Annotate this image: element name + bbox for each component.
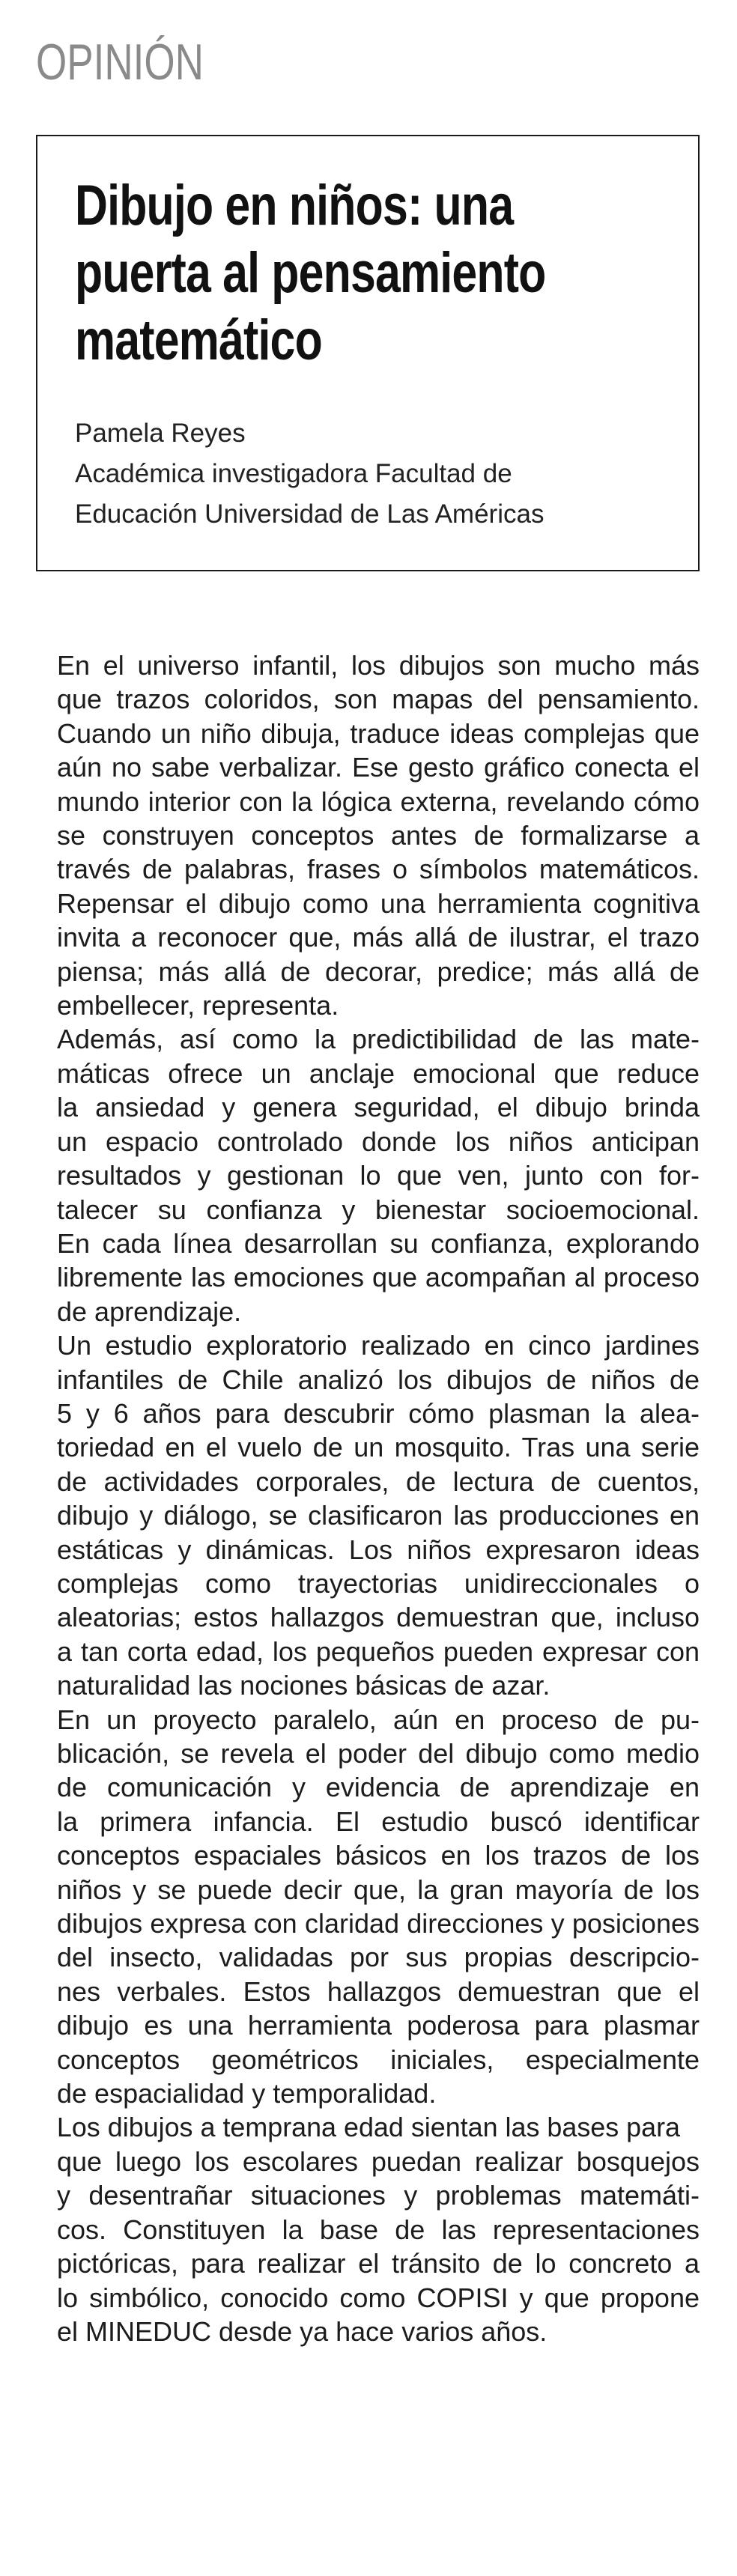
paragraph-line: la ansiedad y genera seguridad, el dibujo brinda bbox=[57, 1092, 700, 1123]
paragraph-line: de actividades corporales, de lectura de cuentos, bbox=[57, 1465, 700, 1497]
paragraph-line: cos. Constituyen la base de las representaciones bbox=[57, 2214, 700, 2245]
paragraph-line: dibujos expresa con claridad direcciones y posiciones bbox=[57, 1908, 700, 1939]
paragraph-line: estáticas y dinámicas. Los niños expresaron ideas bbox=[57, 1534, 700, 1565]
paragraph-line: embellecer, representa. bbox=[57, 990, 339, 1021]
paragraph-line: Cuando un niño dibuja, traduce ideas complejas que bbox=[57, 717, 700, 749]
paragraph-line: de aprendizaje. bbox=[57, 1295, 242, 1327]
paragraph-line: En el universo infantil, los dibujos son mucho más bbox=[57, 650, 700, 681]
paragraph-line: y desentrañar situaciones y problemas matemáti- bbox=[57, 2180, 700, 2211]
paragraph-line: blicación, se revela el poder del dibujo como medio bbox=[57, 1738, 700, 1769]
article-paragraph bbox=[37, 648, 700, 1022]
author-role: Académica investigadora Facultad de bbox=[75, 459, 512, 488]
headline-line: puerta al pensamiento bbox=[75, 241, 546, 305]
paragraph-line: resultados y gestionan lo que ven, junto con for- bbox=[57, 1160, 700, 1191]
paragraph-line: un espacio controlado donde los niños anticipan bbox=[57, 1126, 700, 1157]
paragraph-line: aleatorias; estos hallazgos demuestran que, incluso bbox=[57, 1602, 700, 1633]
author-role: Educación Universidad de Las Américas bbox=[75, 499, 545, 529]
paragraph-line: pictóricas, para realizar el tránsito de lo concreto a bbox=[57, 2248, 700, 2279]
paragraph-line: del insecto, validadas por sus propias descripcio- bbox=[57, 1942, 700, 1973]
paragraph-line: dibujo y diálogo, se clasificaron las producciones en bbox=[57, 1500, 700, 1531]
paragraph-line: conceptos geométricos iniciales, especialmente bbox=[57, 2044, 700, 2075]
paragraph-line: Además, así como la predictibilidad de las mate- bbox=[57, 1024, 700, 1055]
paragraph-line: que trazos coloridos, son mapas del pensamiento. bbox=[57, 684, 700, 715]
article-paragraph bbox=[37, 1022, 700, 1328]
paragraph-line: máticas ofrece un anclaje emocional que reduce bbox=[57, 1057, 700, 1089]
headline bbox=[75, 172, 674, 374]
article-paragraph bbox=[37, 2110, 700, 2348]
paragraph-line: Repensar el dibujo como una herramienta cognitiva bbox=[57, 887, 700, 919]
paragraph-line: se construyen conceptos antes de formalizarse a bbox=[57, 820, 700, 851]
paragraph-line: invita a reconocer que, más allá de ilustrar, el trazo bbox=[57, 922, 700, 953]
paragraph-line: infantiles de Chile analizó los dibujos de niños de bbox=[57, 1364, 700, 1395]
paragraph-line: de espacialidad y temporalidad. bbox=[57, 2078, 437, 2109]
byline bbox=[75, 413, 689, 535]
author-name: Pamela Reyes bbox=[75, 419, 246, 448]
paragraph-line: aún no sabe verbalizar. Ese gesto gráfico conecta el bbox=[57, 752, 700, 783]
article-paragraph bbox=[37, 1328, 700, 1702]
paragraph-line: conceptos espaciales básicos en los trazos de los bbox=[57, 1840, 700, 1871]
paragraph-line: dibujo es una herramienta poderosa para plasmar bbox=[57, 2010, 700, 2041]
paragraph-line: niños y se puede decir que, la gran mayoría de los bbox=[57, 1874, 700, 1905]
article-paragraph bbox=[37, 1703, 700, 2111]
paragraph-line: libremente las emociones que acompañan al proceso bbox=[57, 1262, 700, 1293]
paragraph-line: 5 y 6 años para descubrir cómo plasman la alea- bbox=[57, 1397, 700, 1429]
paragraph-line: Un estudio exploratorio realizado en cinco jardines bbox=[57, 1330, 700, 1361]
paragraph-line: mundo interior con la lógica externa, revelando cómo bbox=[57, 786, 700, 817]
paragraph-line: complejas como trayectorias unidireccionales o bbox=[57, 1567, 700, 1599]
article-body bbox=[37, 648, 700, 2348]
headline-line: Dibujo en niños: una bbox=[75, 174, 514, 237]
headline-line: matemático bbox=[75, 309, 322, 372]
paragraph-line: la primera infancia. El estudio buscó identificar bbox=[57, 1805, 700, 1837]
paragraph-line: través de palabras, frases o símbolos matemáticos. bbox=[57, 854, 700, 885]
paragraph-line: el MINEDUC desde ya hace varios años. bbox=[57, 2315, 548, 2347]
paragraph-line: En cada línea desarrollan su confianza, explorando bbox=[57, 1227, 700, 1259]
headline-box bbox=[36, 135, 700, 571]
paragraph-line: naturalidad las nociones básicas de azar. bbox=[57, 1670, 551, 1701]
paragraph-line: nes verbales. Estos hallazgos demuestran que el bbox=[57, 1975, 700, 2007]
section-label: OPINIÓN bbox=[36, 34, 204, 91]
paragraph-line: que luego los escolares puedan realizar bosquejos bbox=[57, 2145, 700, 2177]
paragraph-line: de comunicación y evidencia de aprendizaje en bbox=[57, 1772, 700, 1803]
paragraph-line: Los dibujos a temprana edad sientan las bases para bbox=[56, 2112, 680, 2143]
paragraph-line: toriedad en el vuelo de un mosquito. Tras una serie bbox=[57, 1432, 700, 1463]
paragraph-line: talecer su confianza y bienestar socioemocional. bbox=[57, 1194, 700, 1225]
paragraph-line: piensa; más allá de decorar, predice; más allá de bbox=[57, 956, 700, 987]
paragraph-line: lo simbólico, conocido como COPISI y que propone bbox=[57, 2282, 700, 2313]
paragraph-line: a tan corta edad, los pequeños pueden expresar con bbox=[57, 1635, 700, 1667]
paragraph-line: En un proyecto paralelo, aún en proceso de pu- bbox=[57, 1704, 700, 1735]
